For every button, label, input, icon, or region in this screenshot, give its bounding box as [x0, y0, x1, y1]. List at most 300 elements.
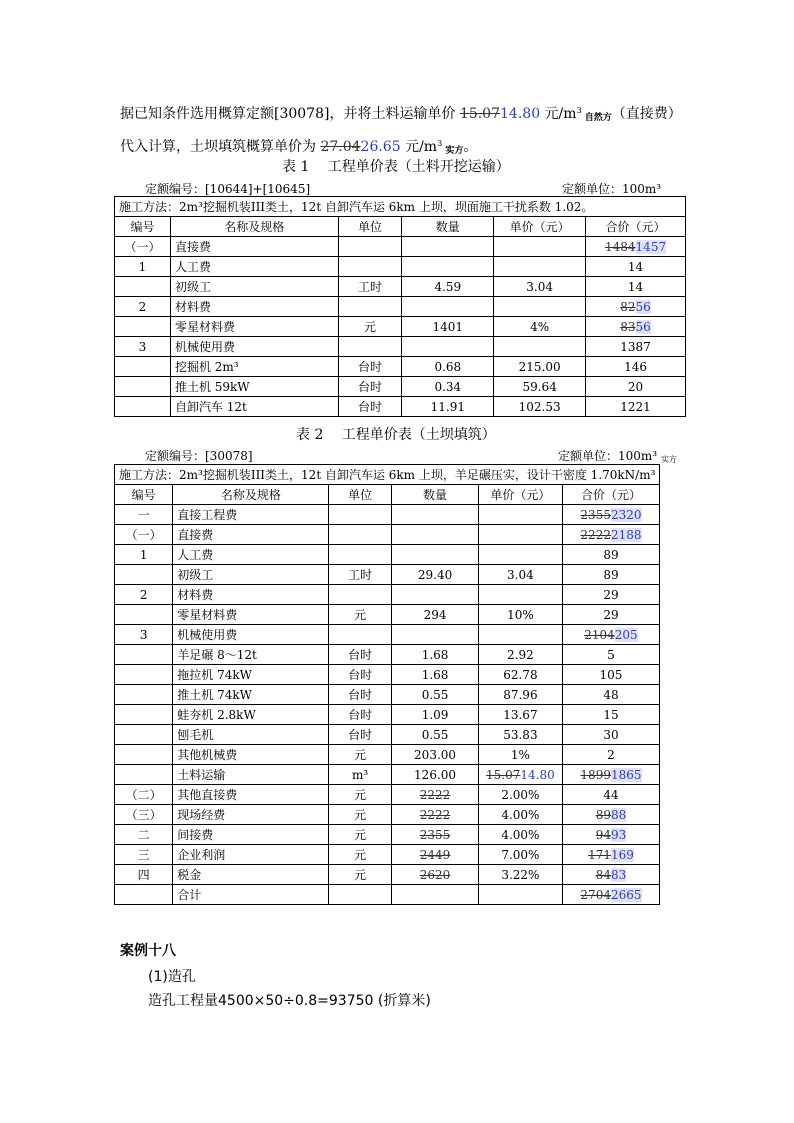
row-name: 机械使用费 [173, 625, 329, 645]
table-row [115, 317, 686, 337]
row-number [115, 645, 173, 665]
row-price [479, 625, 562, 645]
table-row [115, 237, 686, 257]
new-fill-price: 26.65 [360, 139, 401, 155]
row-number [115, 765, 173, 785]
total-cell [586, 337, 686, 357]
total-cell [562, 525, 660, 545]
row-number: 3 [115, 337, 171, 357]
row-name: 推土机 59kW [170, 377, 338, 397]
table-row [115, 277, 686, 297]
total-cell [562, 505, 660, 525]
row-qty [391, 785, 478, 805]
row-price [479, 585, 562, 605]
column-header: 名称及规格 [173, 485, 329, 505]
row-price [479, 825, 562, 845]
row-unit: 元 [329, 825, 391, 845]
table-row [115, 765, 660, 785]
total-cell [562, 725, 660, 745]
table-row [115, 605, 660, 625]
row-qty [402, 377, 494, 397]
row-name: 人工费 [170, 257, 338, 277]
total-cell [562, 845, 660, 865]
row-number [115, 705, 173, 725]
row-qty [402, 257, 494, 277]
qty-value: 2620 [419, 867, 451, 882]
qty-value: 2355 [419, 827, 451, 842]
qty-value: 1.68 [421, 647, 449, 662]
qty-value: 203.00 [414, 747, 457, 762]
column-header: 名称及规格 [170, 217, 338, 237]
row-number [115, 605, 173, 625]
new-total: 2665 [610, 887, 642, 902]
total-cell [586, 297, 686, 317]
row-name: 挖掘机 2m³ [170, 357, 338, 377]
new-total: 30 [603, 727, 619, 742]
column-header: 单位 [338, 217, 402, 237]
row-unit [338, 257, 402, 277]
row-price [479, 665, 562, 685]
row-unit: 元 [329, 805, 391, 825]
method-row: 施工方法：2m³挖掘机装III类土，12t 自卸汽车运 6km 上坝，坝面施工干扰系数 1.02。 [115, 197, 686, 217]
old-unit-price: 15.07 [459, 106, 501, 122]
old-total: 83 [620, 319, 636, 334]
table1-code: 定额编号：[10644]+[10645] [145, 182, 311, 196]
new-total: 14 [627, 259, 644, 274]
row-price [479, 765, 562, 785]
new-unit-price: 14.80 [500, 106, 541, 122]
new-total: 1457 [635, 239, 667, 254]
new-total: 93 [610, 827, 627, 842]
row-name: 零星材料费 [170, 317, 338, 337]
qty-value: 0.55 [421, 727, 449, 742]
row-name: 人工费 [173, 545, 329, 565]
row-name: 现场经费 [173, 805, 329, 825]
total-cell [562, 685, 660, 705]
row-unit: 台时 [329, 645, 391, 665]
row-name: 直接工程费 [173, 505, 329, 525]
total-cell [586, 317, 686, 337]
row-number [115, 885, 173, 905]
method-row: 施工方法：2m³挖掘机装III类土，12t 自卸汽车运 6km 上坝，羊足碾压实，设计干密度 1.70kN/m³ [115, 465, 660, 485]
total-cell [562, 605, 660, 625]
row-name: 企业利润 [173, 845, 329, 865]
row-unit [329, 505, 391, 525]
row-price [494, 357, 586, 377]
total-cell [562, 645, 660, 665]
total-cell [586, 257, 686, 277]
row-qty [391, 525, 478, 545]
old-total: 1484 [605, 239, 636, 254]
row-name: 间接费 [173, 825, 329, 845]
row-number [115, 277, 171, 297]
qty-value: 29.40 [417, 567, 453, 582]
total-cell [562, 885, 660, 905]
row-unit: 台时 [329, 685, 391, 705]
table-row [115, 665, 660, 685]
case-item: (1)造孔 [148, 969, 196, 985]
row-price [479, 805, 562, 825]
table-row [115, 685, 660, 705]
qty-value: 0.34 [434, 379, 462, 394]
old-total: 171 [588, 847, 611, 862]
total-cell [562, 665, 660, 685]
row-number: 二 [115, 825, 173, 845]
column-header: 单位 [329, 485, 391, 505]
row-unit [329, 585, 391, 605]
row-unit: 元 [329, 865, 391, 885]
row-name: 直接费 [170, 237, 338, 257]
total-cell [562, 865, 660, 885]
row-name: 土料运输 [173, 765, 329, 785]
new-total: 20 [627, 379, 644, 394]
row-name: 推土机 74kW [173, 685, 329, 705]
row-number [115, 725, 173, 745]
qty-value: 1401 [432, 319, 464, 334]
new-total: 29 [603, 587, 619, 602]
table-row [115, 565, 660, 585]
row-qty [391, 565, 478, 585]
price-value: 1% [510, 747, 530, 762]
row-number [115, 377, 171, 397]
table-row [115, 865, 660, 885]
row-unit: m³ [329, 765, 391, 785]
row-price [479, 885, 562, 905]
row-qty [391, 825, 478, 845]
table2-code: 定额编号：[30078] [145, 449, 253, 463]
table-row [115, 845, 660, 865]
old-total: 1899 [580, 767, 611, 782]
column-header: 合价（元） [562, 485, 660, 505]
row-number: （一） [115, 525, 173, 545]
qty-value: 2449 [419, 847, 451, 862]
qty-value: 294 [423, 607, 447, 622]
row-price [479, 705, 562, 725]
price-value: 102.53 [518, 399, 561, 414]
row-name: 初级工 [170, 277, 338, 297]
row-number [115, 565, 173, 585]
new-total: 44 [603, 787, 619, 802]
old-total: 2222 [580, 527, 611, 542]
row-price [494, 337, 586, 357]
row-number: （一） [115, 237, 171, 257]
header-row [115, 217, 686, 237]
row-unit: 元 [329, 605, 391, 625]
new-total: 88 [610, 807, 627, 822]
new-total: 146 [624, 359, 647, 374]
table-row [115, 337, 686, 357]
row-number: 3 [115, 625, 173, 645]
row-qty [402, 337, 494, 357]
row-number: 一 [115, 505, 173, 525]
row-unit: 台时 [329, 705, 391, 725]
case-title: 案例十八 [120, 943, 176, 959]
table1-caption: 表 1 工程单价表（土料开挖运输） [282, 159, 510, 175]
old-fill-price: 27.04 [320, 139, 361, 155]
table-row [115, 257, 686, 277]
table-row [115, 885, 660, 905]
row-price [479, 505, 562, 525]
row-qty [391, 845, 478, 865]
row-number [115, 665, 173, 685]
row-qty [391, 605, 478, 625]
row-qty [391, 725, 478, 745]
row-unit: 元 [338, 317, 402, 337]
row-name: 合计 [173, 885, 329, 905]
row-qty [391, 705, 478, 725]
column-header: 数量 [391, 485, 478, 505]
row-qty [402, 397, 494, 417]
row-unit: 台时 [338, 397, 402, 417]
row-qty [391, 545, 478, 565]
table-row [115, 785, 660, 805]
row-name: 拖拉机 74kW [173, 665, 329, 685]
new-total: 2320 [610, 507, 642, 522]
row-price [479, 725, 562, 745]
total-cell [562, 585, 660, 605]
new-total: 5 [607, 647, 615, 662]
row-qty [391, 665, 478, 685]
row-qty [391, 585, 478, 605]
total-cell [562, 545, 660, 565]
table1-unit: 定额单位：100m³ [562, 182, 662, 196]
new-total: 2188 [610, 527, 642, 542]
row-name: 材料费 [173, 585, 329, 605]
price-value: 62.78 [503, 667, 538, 682]
row-number: 2 [115, 585, 173, 605]
table-row [115, 625, 660, 645]
row-qty [391, 625, 478, 645]
row-name: 零星材料费 [173, 605, 329, 625]
row-name: 自卸汽车 12t [170, 397, 338, 417]
new-total: 56 [635, 299, 651, 314]
table1 [114, 196, 686, 417]
row-name: 刨毛机 [173, 725, 329, 745]
qty-value: 2222 [419, 807, 451, 822]
price-value: 2.00% [501, 787, 540, 802]
old-total: 82 [620, 299, 636, 314]
row-price [479, 845, 562, 865]
row-price [494, 377, 586, 397]
table2-unit: 定额单位：100m³ 实方 [558, 449, 677, 464]
row-number: 2 [115, 297, 171, 317]
row-name: 税金 [173, 865, 329, 885]
row-number [115, 317, 171, 337]
old-total: 2704 [580, 887, 611, 902]
row-unit: 工时 [329, 565, 391, 585]
price-value: 4% [530, 319, 550, 334]
table-row [115, 825, 660, 845]
new-total: 48 [603, 687, 619, 702]
new-total: 89 [603, 547, 619, 562]
old-total: 94 [595, 827, 611, 842]
column-header: 数量 [402, 217, 494, 237]
qty-value: 11.91 [430, 399, 465, 414]
column-header: 合价（元） [586, 217, 686, 237]
row-qty [391, 865, 478, 885]
row-price [479, 565, 562, 585]
row-price [479, 605, 562, 625]
row-price [479, 745, 562, 765]
qty-value: 2222 [419, 787, 451, 802]
intro-paragraph: 据已知条件选用概算定额[30078]，并将土料运输单价 15.0714.80 元$/m^3$ $_{自然方}$（直接费）代入计算，土坝填筑概算单价为 27.0426.65 元$/m^3$ $_{实方}$。 [120, 106, 682, 156]
total-cell [586, 277, 686, 297]
price-value: 7.00% [501, 847, 540, 862]
row-name: 其他直接费 [173, 785, 329, 805]
row-price [479, 525, 562, 545]
row-number [115, 357, 171, 377]
row-unit [329, 625, 391, 645]
table-row [115, 805, 660, 825]
qty-value: 1.68 [421, 667, 449, 682]
row-unit: 工时 [338, 277, 402, 297]
old-price: 15.07 [486, 767, 521, 782]
row-number [115, 397, 171, 417]
row-number [115, 745, 173, 765]
row-unit: 台时 [338, 377, 402, 397]
row-qty [402, 317, 494, 337]
row-number: 四 [115, 865, 173, 885]
new-total: 29 [603, 607, 619, 622]
row-name: 蛙夯机 2.8kW [173, 705, 329, 725]
row-number: 1 [115, 545, 173, 565]
header-row [115, 485, 660, 505]
new-total: 1865 [610, 767, 642, 782]
new-total: 2 [607, 747, 615, 762]
total-cell [586, 397, 686, 417]
price-value: 3.04 [526, 279, 553, 294]
row-number: 三 [115, 845, 173, 865]
row-price [494, 237, 586, 257]
new-total: 14 [627, 279, 644, 294]
row-number [115, 685, 173, 705]
row-name: 直接费 [173, 525, 329, 545]
qty-value: 0.55 [421, 687, 449, 702]
table2 [114, 464, 660, 905]
row-unit [338, 237, 402, 257]
price-value: 4.00% [501, 807, 540, 822]
table2-caption: 表 2 工程单价表（土坝填筑） [296, 427, 496, 443]
row-qty [391, 885, 478, 905]
row-qty [402, 277, 494, 297]
price-value: 13.67 [503, 707, 538, 722]
row-unit: 台时 [329, 665, 391, 685]
row-number: （三） [115, 805, 173, 825]
old-total: 84 [595, 867, 611, 882]
new-total: 205 [614, 627, 638, 642]
total-cell [562, 825, 660, 845]
qty-value: 0.68 [434, 359, 462, 374]
row-unit: 元 [329, 785, 391, 805]
price-value: 10% [507, 607, 534, 622]
new-total: 105 [599, 667, 623, 682]
total-cell [562, 565, 660, 585]
new-total: 1221 [620, 399, 651, 414]
price-value: 53.83 [503, 727, 538, 742]
total-cell [562, 785, 660, 805]
column-header: 单价（元） [494, 217, 586, 237]
table-row [115, 545, 660, 565]
new-total: 169 [610, 847, 634, 862]
row-unit: 元 [329, 845, 391, 865]
row-price [479, 785, 562, 805]
old-total: 89 [595, 807, 611, 822]
row-unit [338, 337, 402, 357]
total-cell [562, 705, 660, 725]
row-unit: 台时 [329, 725, 391, 745]
column-header: 编号 [115, 217, 171, 237]
row-number: 1 [115, 257, 171, 277]
row-name: 其他机械费 [173, 745, 329, 765]
row-price [494, 297, 586, 317]
row-qty [402, 357, 494, 377]
price-value: 14.80 [520, 767, 555, 782]
case-formula: 造孔工程量4500×50÷0.8=93750 (折算米) [148, 993, 431, 1009]
new-total: 15 [603, 707, 619, 722]
row-unit [329, 545, 391, 565]
table-row [115, 505, 660, 525]
row-name: 羊足碾 8～12t [173, 645, 329, 665]
row-qty [391, 685, 478, 705]
new-total: 89 [603, 567, 619, 582]
row-price [479, 645, 562, 665]
price-value: 215.00 [518, 359, 561, 374]
price-value: 59.64 [522, 379, 557, 394]
row-unit [329, 885, 391, 905]
price-value: 3.04 [507, 567, 534, 582]
row-price [479, 545, 562, 565]
row-number: （二） [115, 785, 173, 805]
table-row [115, 725, 660, 745]
row-unit [338, 297, 402, 317]
price-value: 3.22% [501, 867, 540, 882]
qty-value: 1.09 [421, 707, 449, 722]
total-cell [586, 237, 686, 257]
row-price [479, 685, 562, 705]
total-cell [586, 357, 686, 377]
row-name: 机械使用费 [170, 337, 338, 357]
total-cell [586, 377, 686, 397]
new-total: 56 [635, 319, 651, 334]
row-qty [391, 805, 478, 825]
row-unit [329, 525, 391, 545]
row-qty [391, 745, 478, 765]
table-row [115, 357, 686, 377]
row-name: 材料费 [170, 297, 338, 317]
row-price [479, 865, 562, 885]
price-value: 4.00% [501, 827, 540, 842]
row-qty [391, 645, 478, 665]
old-total: 2104 [584, 627, 615, 642]
table-row [115, 705, 660, 725]
new-total: 83 [610, 867, 627, 882]
total-cell [562, 625, 660, 645]
price-value: 2.92 [507, 647, 534, 662]
qty-value: 126.00 [414, 767, 457, 782]
total-cell [562, 745, 660, 765]
table-row [115, 297, 686, 317]
column-header: 单价（元） [479, 485, 562, 505]
table-row [115, 377, 686, 397]
old-total: 2355 [580, 507, 611, 522]
total-cell [562, 805, 660, 825]
column-header: 编号 [115, 485, 173, 505]
table-row [115, 525, 660, 545]
row-qty [402, 237, 494, 257]
row-price [494, 317, 586, 337]
row-qty [402, 297, 494, 317]
price-value: 87.96 [503, 687, 538, 702]
